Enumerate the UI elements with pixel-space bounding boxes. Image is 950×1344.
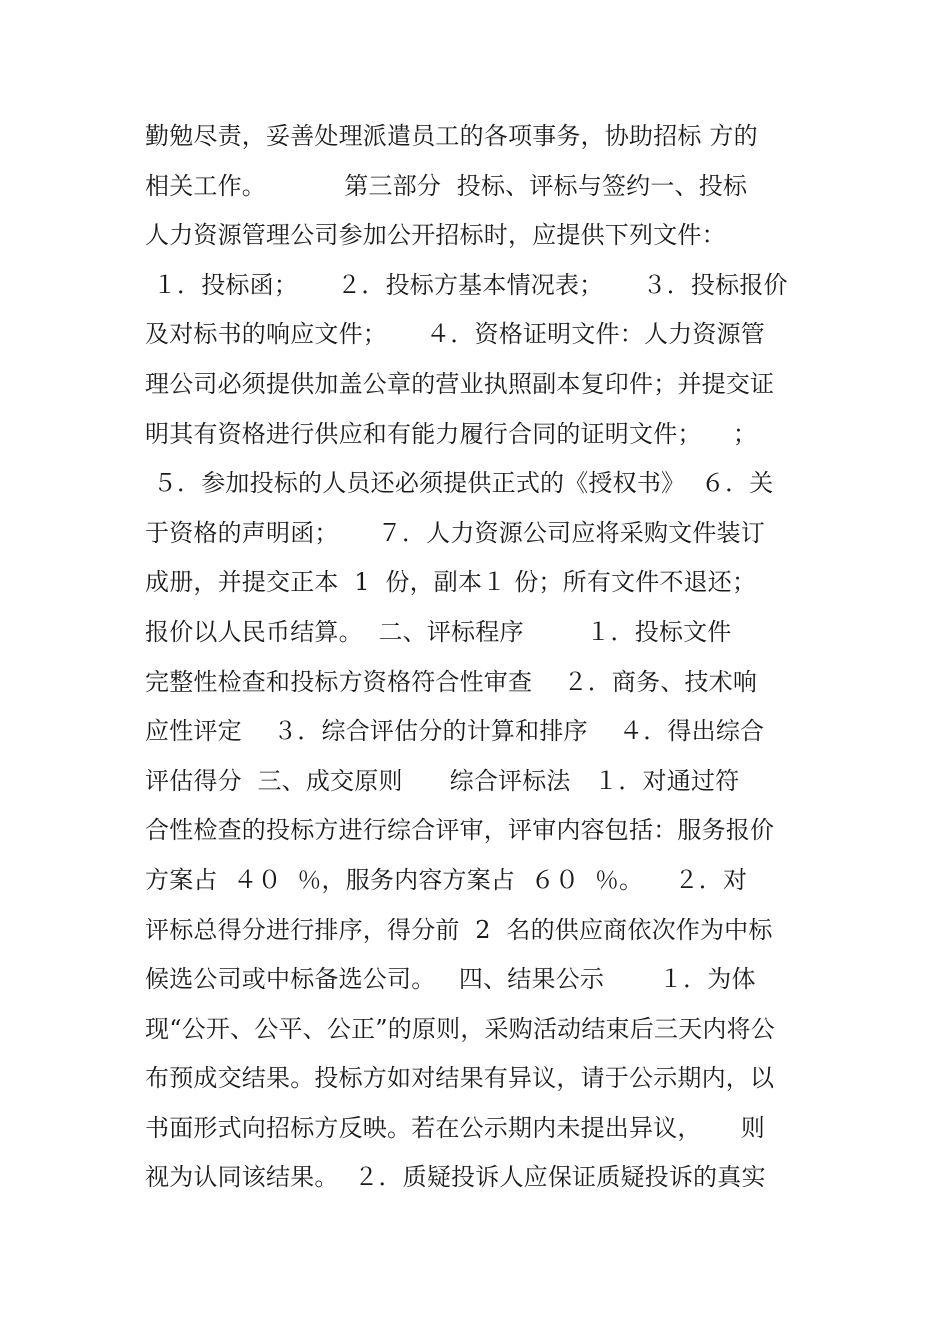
text-line: 理公司必须提供加盖公章的营业执照副本复印件；并提交证 <box>145 369 775 398</box>
text-line: 相关工作。 第三部分 投标、评标与签约一、投标 <box>145 171 748 200</box>
text-line: 完整性检查和投标方资格符合性审查 ２．商务、技术响 <box>145 667 758 696</box>
text-line: 方案占 ４０ ％，服务内容方案占 ６０ ％。 ２．对 <box>145 865 748 894</box>
text-line: 及对标书的响应文件； ４．资格证明文件：人力资源管 <box>145 320 765 349</box>
body-text <box>145 112 815 1203</box>
text-line: 视为认同该结果。 ２．质疑投诉人应保证质疑投诉的真实 <box>145 1163 766 1192</box>
text-line: １．投标函； ２．投标方基本情况表； ３．投标报价 <box>145 270 788 299</box>
text-line: 报价以人民币结算。 二、评标程序 １．投标文件 <box>145 617 732 646</box>
text-line: 应性评定 ３．综合评估分的计算和排序 ４．得出综合 <box>145 717 765 746</box>
text-line: 人力资源管理公司参加公开招标时，应提供下列文件： <box>145 221 726 250</box>
text-line: 勤勉尽责，妥善处理派遣员工的各项事务，协助招标 方的 <box>145 122 758 150</box>
text-line: 评估得分 三、成交原则 综合评标法 １．对通过符 <box>145 766 740 795</box>
text-line: 合性检查的投标方进行综合评审，评审内容包括：服务报价 <box>145 816 775 845</box>
text-line: 明其有资格进行供应和有能力履行合同的证明文件； ； <box>145 419 758 448</box>
text-line: 成册，并提交正本 1 份，副本１ 份；所有文件不退还； <box>145 568 757 597</box>
text-line: ５．参加投标的人员还必须提供正式的《授权书》 ６．关 <box>145 469 774 498</box>
text-line: 书面形式向招标方反映。若在公示期内未提出异议， 则 <box>145 1113 765 1142</box>
text-line: 候选公司或中标备选公司。 四、结果公示 １．为体 <box>145 965 756 994</box>
text-line: 于资格的声明函； ７．人力资源公司应将采购文件装订 <box>145 518 765 547</box>
text-line: 现“公开、公平、公正”的原则，采购活动结束后三天内将公 <box>145 1014 775 1043</box>
text-line: 布预成交结果。投标方如对结果有异议，请于公示期内，以 <box>145 1064 775 1093</box>
text-line: 评标总得分进行排序，得分前 2 名的供应商依次作为中标 <box>145 915 773 944</box>
